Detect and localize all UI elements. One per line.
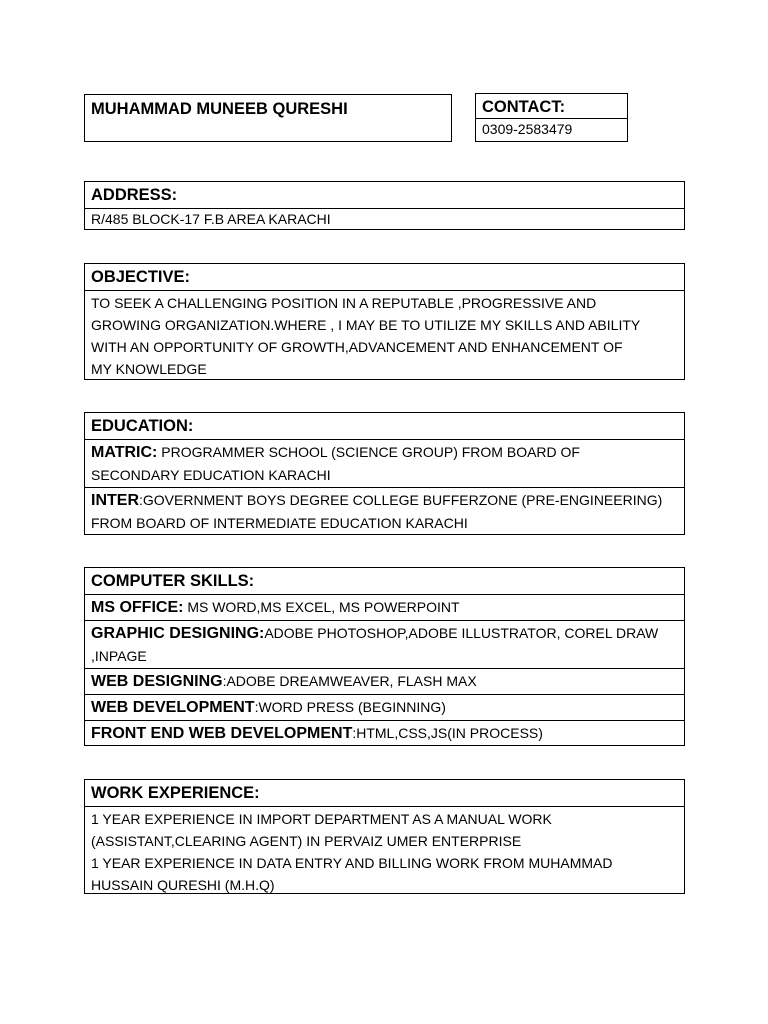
graphic-value-line2: ,INPAGE xyxy=(91,648,147,664)
skills-section xyxy=(84,567,685,746)
inter-text-line2: FROM BOARD OF INTERMEDIATE EDUCATION KARACHI xyxy=(91,515,468,531)
web-development-value: :WORD PRESS (BEGINNING) xyxy=(254,699,446,715)
experience-line: (ASSISTANT,CLEARING AGENT) IN PERVAIZ UMER ENTERPRISE xyxy=(91,833,522,849)
ms-office-label: MS OFFICE: xyxy=(91,599,184,616)
objective-line: MY KNOWLEDGE xyxy=(91,361,207,377)
candidate-name: MUHAMMAD MUNEEB QURESHI xyxy=(91,100,348,118)
skill-web-development xyxy=(85,694,684,720)
experience-section xyxy=(84,779,685,894)
skill-front-end xyxy=(85,720,684,747)
inter-text: :GOVERNMENT BOYS DEGREE COLLEGE BUFFERZONE (PRE-ENGINEERING) xyxy=(139,492,663,508)
contact-heading: CONTACT: xyxy=(482,98,566,116)
experience-heading: WORK EXPERIENCE: xyxy=(91,784,260,802)
inter-label: INTER xyxy=(91,492,139,509)
experience-line: 1 YEAR EXPERIENCE IN IMPORT DEPARTMENT AS A MANUAL WORK xyxy=(91,811,552,827)
contact-box xyxy=(475,93,628,142)
objective-line: TO SEEK A CHALLENGING POSITION IN A REPUTABLE ,PROGRESSIVE AND xyxy=(91,295,597,311)
graphic-value: ADOBE PHOTOSHOP,ADOBE ILLUSTRATOR, COREL DRAW xyxy=(264,625,659,641)
skills-heading: COMPUTER SKILLS: xyxy=(91,572,255,590)
address-text: R/485 BLOCK-17 F.B AREA KARACHI xyxy=(85,208,684,231)
graphic-label: GRAPHIC DESIGNING: xyxy=(91,625,265,642)
skill-graphic-designing xyxy=(85,620,684,668)
education-inter xyxy=(85,487,684,536)
web-designing-label: WEB DESIGNING xyxy=(91,673,223,690)
matric-text: PROGRAMMER SCHOOL (SCIENCE GROUP) FROM BOARD OF xyxy=(157,444,580,460)
experience-line: HUSSAIN QURESHI (M.H.Q) xyxy=(91,877,275,893)
objective-section xyxy=(84,263,685,380)
matric-label: MATRIC: xyxy=(91,444,158,461)
education-section xyxy=(84,412,685,535)
experience-line: 1 YEAR EXPERIENCE IN DATA ENTRY AND BILLING WORK FROM MUHAMMAD xyxy=(91,855,613,871)
front-end-label: FRONT END WEB DEVELOPMENT xyxy=(91,725,353,742)
objective-heading: OBJECTIVE: xyxy=(91,268,191,286)
education-heading: EDUCATION: xyxy=(91,417,194,435)
contact-phone: 0309-2583479 xyxy=(476,118,627,141)
front-end-value: :HTML,CSS,JS(IN PROCESS) xyxy=(352,725,543,741)
skill-ms-office xyxy=(85,594,684,620)
address-heading: ADDRESS: xyxy=(91,186,178,204)
name-box xyxy=(84,94,452,142)
web-designing-value: :ADOBE DREAMWEAVER, FLASH MAX xyxy=(222,673,477,689)
experience-text xyxy=(85,806,684,898)
objective-line: WITH AN OPPORTUNITY OF GROWTH,ADVANCEMENT AND ENHANCEMENT OF xyxy=(91,339,623,355)
objective-text xyxy=(85,290,684,382)
education-matric xyxy=(85,439,684,487)
matric-text-line2: SECONDARY EDUCATION KARACHI xyxy=(91,467,331,483)
ms-office-value: MS WORD,MS EXCEL, MS POWERPOINT xyxy=(183,599,460,615)
web-development-label: WEB DEVELOPMENT xyxy=(91,699,255,716)
address-section xyxy=(84,181,685,230)
objective-line: GROWING ORGANIZATION.WHERE , I MAY BE TO UTILIZE MY SKILLS AND ABILITY xyxy=(91,317,641,333)
skill-web-designing xyxy=(85,668,684,694)
